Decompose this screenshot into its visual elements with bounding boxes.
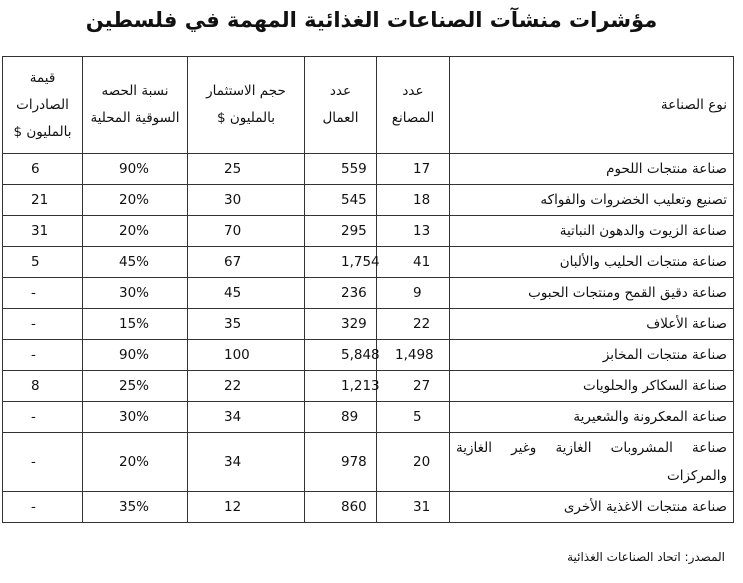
cell-investment: 25 (188, 154, 305, 185)
source-note: المصدر: اتحاد الصناعات الغذائية (567, 550, 725, 564)
cell-exports: - (3, 433, 83, 492)
cell-market-share: 15% (83, 309, 188, 340)
cell-market-share: 20% (83, 185, 188, 216)
cell-industry-type: صناعة دقيق القمح ومنتجات الحبوب (450, 278, 734, 309)
cell-investment: 22 (188, 371, 305, 402)
cell-exports: - (3, 402, 83, 433)
cell-workers: 545 (305, 185, 377, 216)
table-row (3, 340, 734, 371)
cell-workers: 329 (305, 309, 377, 340)
cell-workers: 236 (305, 278, 377, 309)
table-row (3, 185, 734, 216)
cell-industry-type: صناعة المشروبات الغازية وغير الغازية والمركزات (450, 433, 734, 492)
cell-industry-type: تصنيع وتعليب الخضروات والفواكه (450, 185, 734, 216)
cell-factories: 31 (377, 492, 450, 523)
cell-exports: - (3, 278, 83, 309)
cell-market-share: 30% (83, 402, 188, 433)
table-header-row (3, 57, 734, 154)
cell-investment: 100 (188, 340, 305, 371)
cell-factories: 13 (377, 216, 450, 247)
cell-industry-type: صناعة المعكرونة والشعيرية (450, 402, 734, 433)
cell-investment: 34 (188, 402, 305, 433)
cell-workers: 860 (305, 492, 377, 523)
header-workers: عدد العمال (305, 57, 377, 154)
header-factories: عدد المصانع (377, 57, 450, 154)
cell-market-share: 20% (83, 433, 188, 492)
cell-market-share: 45% (83, 247, 188, 278)
cell-industry-type: صناعة منتجات الاغذية الأخرى (450, 492, 734, 523)
cell-workers: 1,213 (305, 371, 377, 402)
table-row (3, 278, 734, 309)
header-investment: حجم الاستثمار بالمليون $ (188, 57, 305, 154)
table-row (3, 371, 734, 402)
cell-factories: 18 (377, 185, 450, 216)
cell-investment: 35 (188, 309, 305, 340)
cell-investment: 12 (188, 492, 305, 523)
table-row (3, 154, 734, 185)
cell-factories: 20 (377, 433, 450, 492)
cell-factories: 9 (377, 278, 450, 309)
cell-investment: 45 (188, 278, 305, 309)
header-industry-type: نوع الصناعة (450, 57, 734, 154)
cell-factories: 17 (377, 154, 450, 185)
cell-market-share: 25% (83, 371, 188, 402)
cell-workers: 295 (305, 216, 377, 247)
table-row (3, 247, 734, 278)
table-row (3, 492, 734, 523)
cell-industry-type: صناعة الزيوت والدهون النباتية (450, 216, 734, 247)
table-row (3, 216, 734, 247)
cell-market-share: 90% (83, 154, 188, 185)
cell-industry-type: صناعة الأعلاف (450, 309, 734, 340)
cell-investment: 70 (188, 216, 305, 247)
cell-workers: 89 (305, 402, 377, 433)
table-row (3, 309, 734, 340)
cell-market-share: 30% (83, 278, 188, 309)
cell-exports: 8 (3, 371, 83, 402)
cell-exports: - (3, 492, 83, 523)
cell-exports: 21 (3, 185, 83, 216)
cell-industry-type: صناعة منتجات الحليب والألبان (450, 247, 734, 278)
cell-workers: 5,848 (305, 340, 377, 371)
cell-investment: 67 (188, 247, 305, 278)
cell-workers: 559 (305, 154, 377, 185)
cell-exports: 6 (3, 154, 83, 185)
table-row (3, 402, 734, 433)
page-title: مؤشرات منشآت الصناعات الغذائية المهمة في فلسطين (85, 8, 658, 32)
header-market-share: نسبة الحصه السوقية المحلية (83, 57, 188, 154)
cell-investment: 30 (188, 185, 305, 216)
cell-industry-type: صناعة منتجات المخابز (450, 340, 734, 371)
cell-market-share: 35% (83, 492, 188, 523)
header-exports: قيمة الصادرات بالمليون $ (3, 57, 83, 154)
cell-investment: 34 (188, 433, 305, 492)
cell-exports: 5 (3, 247, 83, 278)
cell-exports: - (3, 340, 83, 371)
table-row (3, 433, 734, 492)
industry-indicators-table (2, 56, 734, 523)
cell-exports: - (3, 309, 83, 340)
cell-factories: 5 (377, 402, 450, 433)
cell-market-share: 20% (83, 216, 188, 247)
cell-market-share: 90% (83, 340, 188, 371)
cell-industry-type: صناعة السكاكر والحلويات (450, 371, 734, 402)
cell-exports: 31 (3, 216, 83, 247)
cell-factories: 1,498 (377, 340, 450, 371)
cell-factories: 27 (377, 371, 450, 402)
cell-industry-type: صناعة منتجات اللحوم (450, 154, 734, 185)
cell-workers: 1,754 (305, 247, 377, 278)
cell-factories: 41 (377, 247, 450, 278)
cell-factories: 22 (377, 309, 450, 340)
cell-workers: 978 (305, 433, 377, 492)
